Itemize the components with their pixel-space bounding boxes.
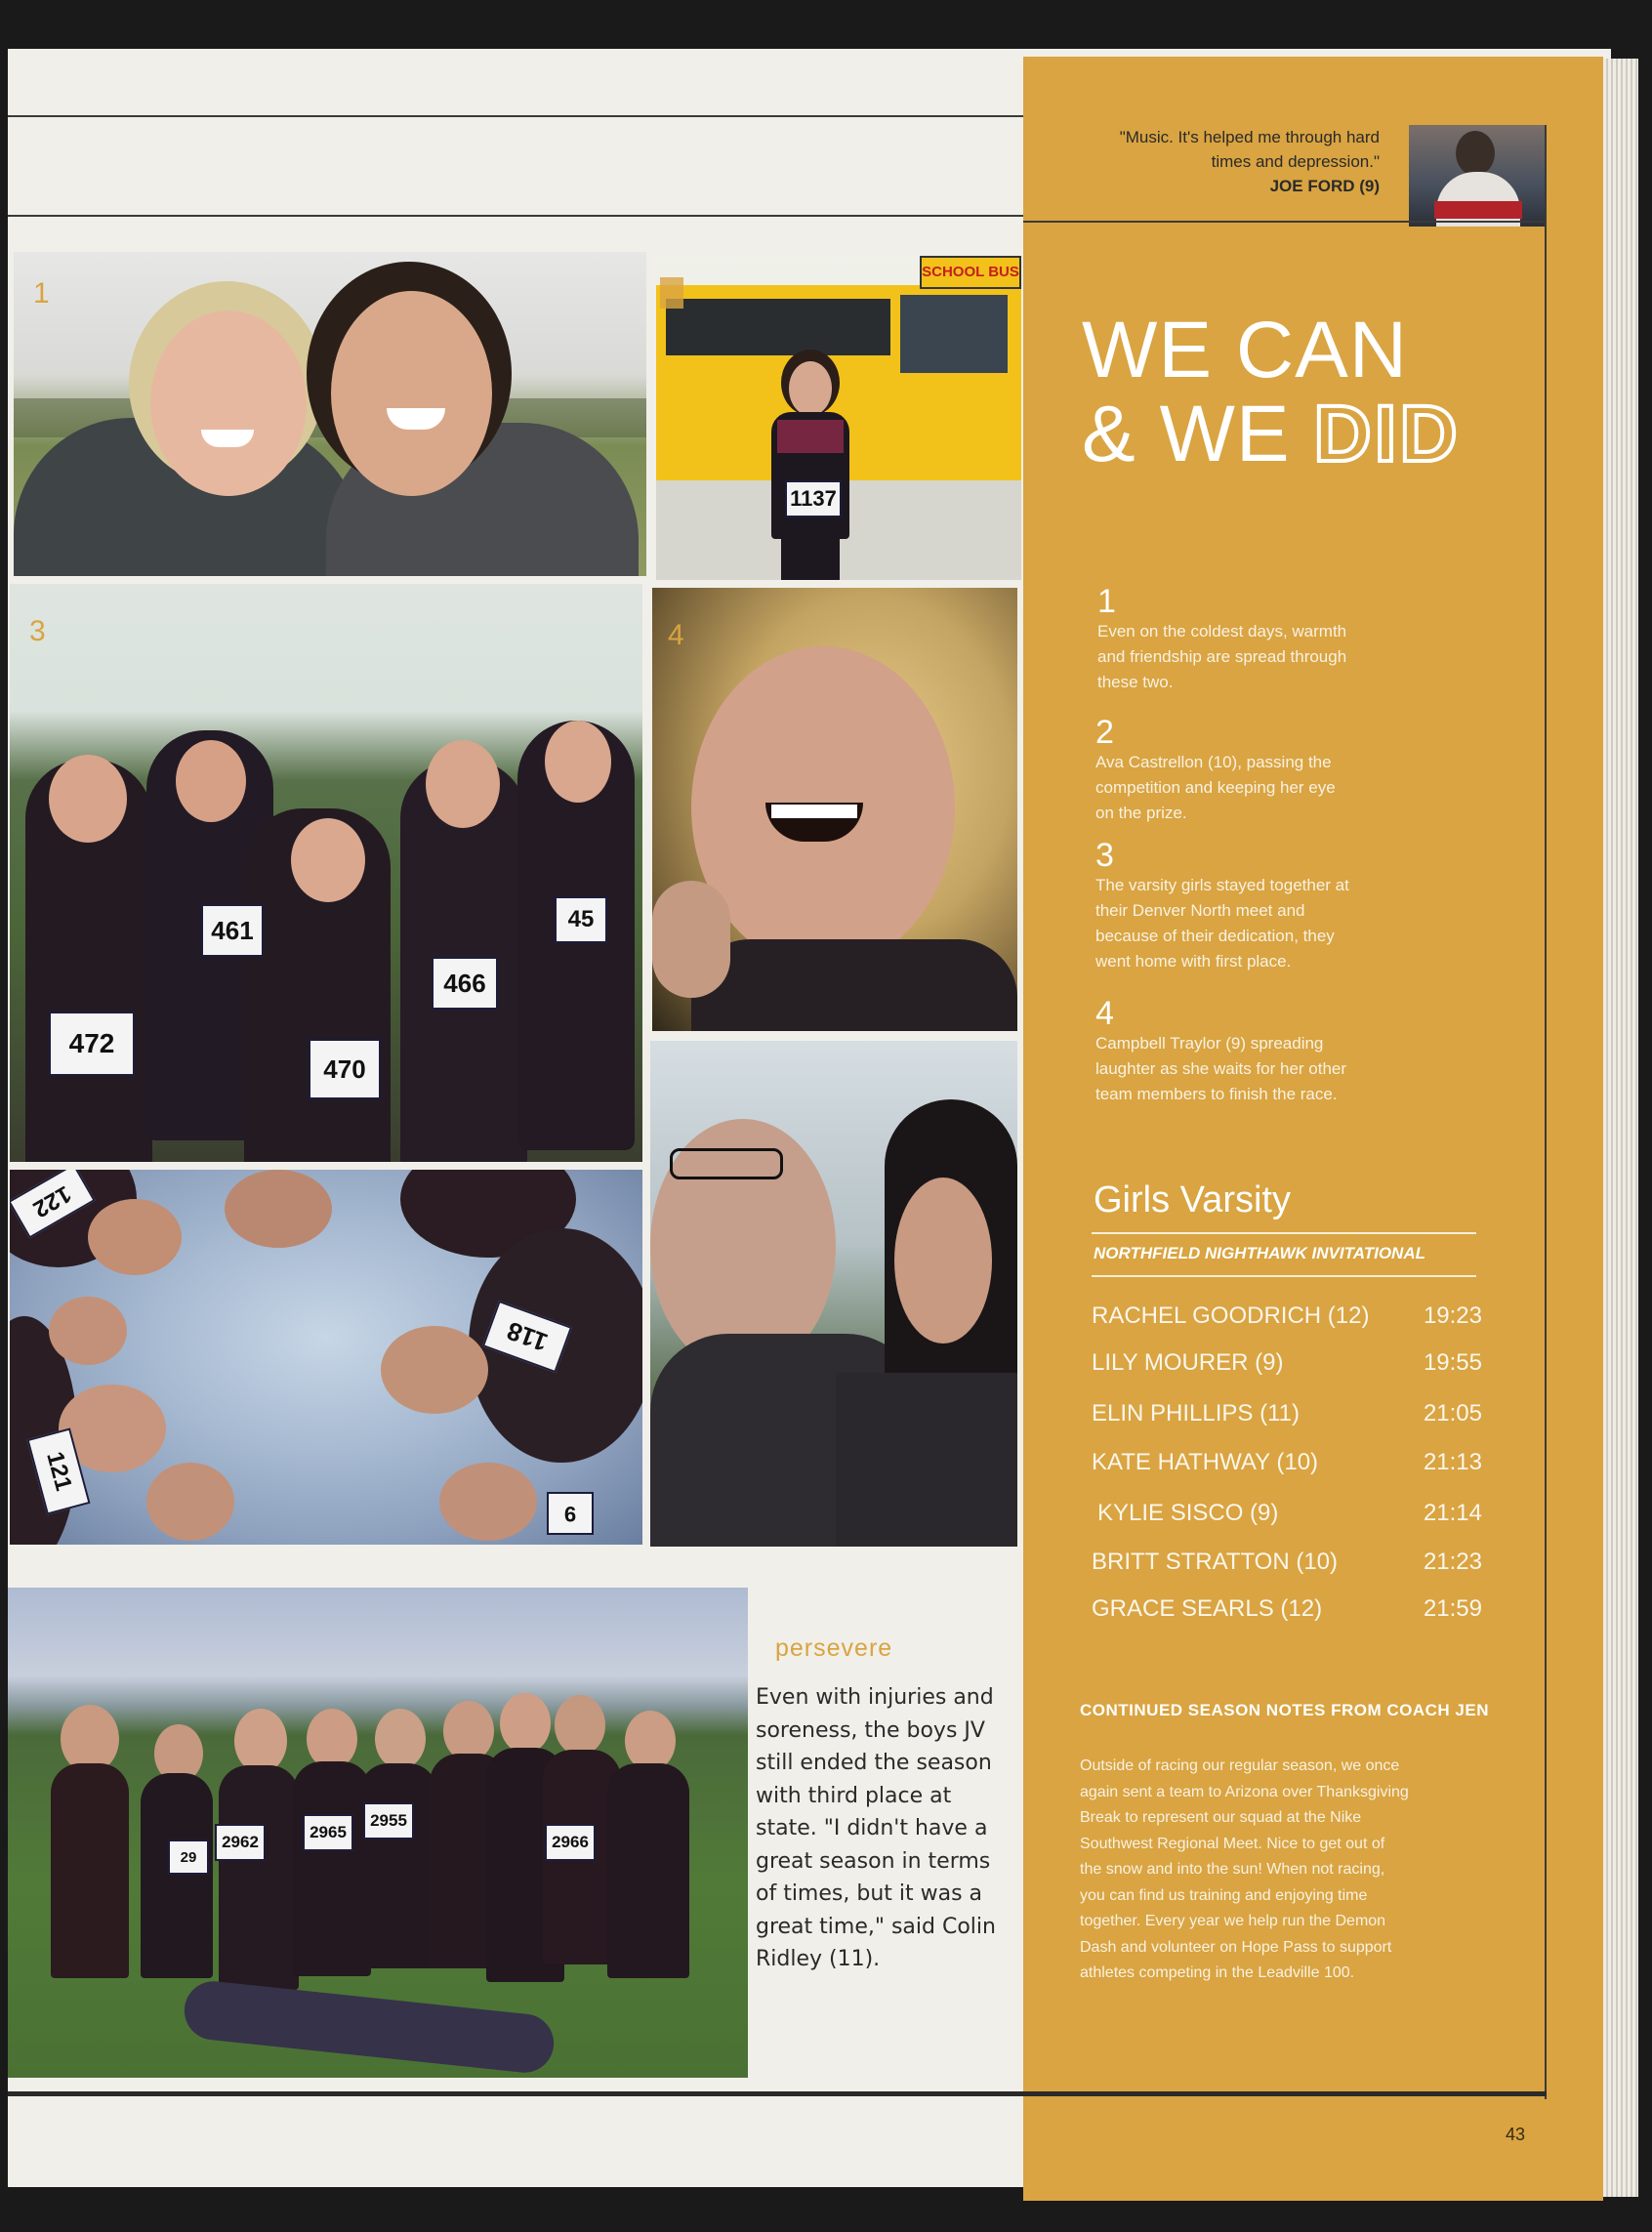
- result-row: [1092, 1500, 1482, 1539]
- result-row: [1092, 1449, 1482, 1488]
- caption-line: Campbell Traylor (9) spreading: [1095, 1034, 1324, 1053]
- bib: 45: [555, 896, 607, 943]
- panel-frame-right: [1545, 125, 1547, 2099]
- runner-name: KYLIE SISCO (9): [1097, 1500, 1279, 1526]
- headline: [1082, 306, 1461, 478]
- caption-line: their Denver North meet and: [1095, 901, 1305, 920]
- persevere-line: Even with injuries and: [756, 1685, 994, 1710]
- runner-time: 21:14: [1423, 1500, 1482, 1526]
- book-page-edges: [1603, 59, 1638, 2197]
- caption-line: and friendship are spread through: [1097, 647, 1347, 666]
- notes-line: Dash and volunteer on Hope Pass to support: [1080, 1938, 1392, 1956]
- runner-time: 21:23: [1423, 1549, 1482, 1575]
- persevere-line: soreness, the boys JV: [756, 1717, 985, 1743]
- caption-4: [1095, 996, 1447, 1107]
- notes-line: you can find us training and enjoying time: [1080, 1886, 1368, 1904]
- notes-line: athletes competing in the Leadville 100.: [1080, 1964, 1355, 1981]
- runner-time: 19:23: [1423, 1302, 1482, 1329]
- photo-1-two-girls-selfie: [14, 252, 646, 576]
- caption-number: 3: [1095, 837, 1114, 874]
- persevere-line: still ended the season: [756, 1751, 992, 1775]
- bib: 29: [168, 1839, 209, 1875]
- runner-name: KATE HATHWAY (10): [1092, 1449, 1319, 1475]
- persevere-label: persevere: [775, 1634, 893, 1662]
- photo-number-3: 3: [29, 615, 46, 647]
- headline-prefix: & WE: [1082, 390, 1291, 478]
- result-row: [1092, 1549, 1482, 1588]
- bib: 2966: [545, 1824, 596, 1861]
- caption-line: The varsity girls stayed together at: [1095, 876, 1349, 894]
- persevere-line: great season in terms: [756, 1848, 991, 1874]
- bottom-rule: [8, 2091, 1547, 2096]
- page-number: 43: [1505, 2125, 1525, 2144]
- bib: 2965: [303, 1814, 353, 1851]
- result-row: [1092, 1400, 1482, 1439]
- caption-line: because of their dedication, they: [1095, 927, 1335, 945]
- result-row: [1092, 1595, 1482, 1634]
- runner-name: RACHEL GOODRICH (12): [1092, 1302, 1370, 1329]
- persevere-body: [756, 1681, 1019, 1976]
- headline-line-1: WE CAN: [1082, 306, 1408, 394]
- results-rule-2: [1092, 1275, 1476, 1277]
- results-rule: [1092, 1232, 1476, 1234]
- bib: 121: [26, 1427, 90, 1514]
- runner-time: 21:13: [1423, 1449, 1482, 1475]
- caption-line: competition and keeping her eye: [1095, 778, 1336, 797]
- bib: 470: [309, 1039, 381, 1099]
- notes-line: Southwest Regional Meet. Nice to get out of: [1080, 1835, 1385, 1852]
- bib: 2962: [215, 1824, 266, 1861]
- quote-line-2: times and depression.": [1211, 152, 1380, 171]
- bib: 472: [49, 1012, 135, 1076]
- caption-line: these two.: [1097, 673, 1174, 691]
- bib: 9: [547, 1492, 594, 1535]
- notes-body: [1080, 1754, 1529, 1987]
- headline-line-2: [1082, 390, 1461, 478]
- quote-block: [1023, 125, 1380, 198]
- photo-3-varsity-girls-running: [10, 584, 642, 1162]
- caption-1: [1097, 584, 1449, 695]
- runner-name: GRACE SEARLS (12): [1092, 1595, 1323, 1622]
- runner-time: 21:59: [1423, 1595, 1482, 1622]
- caption-line: Ava Castrellon (10), passing the: [1095, 753, 1332, 771]
- bib: 118: [482, 1301, 572, 1373]
- quote-portrait-photo: [1409, 125, 1546, 227]
- caption-line: team members to finish the race.: [1095, 1085, 1338, 1103]
- caption-line: Even on the coldest days, warmth: [1097, 622, 1347, 641]
- caption-line: went home with first place.: [1095, 952, 1292, 971]
- notes-line: again sent a team to Arizona over Thanksgiving: [1080, 1783, 1409, 1800]
- notes-line: Break to represent our squad at the Nike: [1080, 1809, 1362, 1826]
- bib: 122: [10, 1170, 96, 1239]
- caption-line: on the prize.: [1095, 804, 1187, 822]
- notes-heading: CONTINUED SEASON NOTES FROM COACH JEN: [1080, 1701, 1489, 1719]
- bib: 466: [432, 957, 498, 1010]
- photo-4-laughing-girl: [652, 588, 1017, 1031]
- caption-number: 2: [1095, 714, 1114, 751]
- result-row: [1092, 1302, 1482, 1342]
- photo-7-boys-jv-team: [8, 1588, 748, 2078]
- photo-2-runner-by-bus: SCHOOL BUS 1137: [656, 256, 1021, 580]
- persevere-line: with third place at: [756, 1783, 952, 1808]
- notes-line: together. Every year we help run the Demon: [1080, 1913, 1386, 1929]
- persevere-line: great time," said Colin: [756, 1914, 996, 1939]
- bib: 2955: [363, 1802, 414, 1839]
- caption-2: [1095, 715, 1447, 826]
- top-rule: [8, 115, 1023, 117]
- result-row: [1092, 1349, 1482, 1388]
- runner-name: ELIN PHILLIPS (11): [1092, 1400, 1300, 1426]
- caption-number: 1: [1097, 583, 1116, 620]
- notes-line: Outside of racing our regular season, we once: [1080, 1757, 1400, 1774]
- panel-frame-top: [1023, 221, 1547, 223]
- photo-number-2-marker: [660, 277, 683, 309]
- runner-time: 21:05: [1423, 1400, 1482, 1426]
- results-meet: NORTHFIELD NIGHTHAWK INVITATIONAL: [1094, 1244, 1425, 1262]
- photo-number-1: 1: [33, 277, 50, 310]
- photo-6-circle-from-below: [10, 1170, 642, 1545]
- results-title: Girls Varsity: [1094, 1179, 1291, 1220]
- top-rule-2: [8, 215, 1023, 217]
- caption-line: laughter as she waits for her other: [1095, 1059, 1347, 1078]
- persevere-line: of times, but it was a: [756, 1881, 983, 1906]
- quote-author: JOE FORD (9): [1269, 177, 1380, 195]
- runner-name: LILY MOURER (9): [1092, 1349, 1284, 1376]
- notes-line: the snow and into the sun! When not racing,: [1080, 1861, 1385, 1878]
- runner-name: BRITT STRATTON (10): [1092, 1549, 1339, 1575]
- quote-line-1: "Music. It's helped me through hard: [1119, 128, 1380, 146]
- bib: 461: [201, 904, 264, 957]
- caption-3: [1095, 838, 1447, 974]
- runner-time: 19:55: [1423, 1349, 1482, 1376]
- persevere-line: state. "I didn't have a: [756, 1816, 988, 1840]
- photo-number-4: 4: [668, 619, 684, 651]
- bib: 1137: [785, 480, 842, 517]
- persevere-line: Ridley (11).: [756, 1947, 881, 1971]
- caption-number: 4: [1095, 995, 1114, 1032]
- photo-5-hugging-friends: [650, 1041, 1017, 1547]
- headline-accent: DID: [1313, 390, 1461, 478]
